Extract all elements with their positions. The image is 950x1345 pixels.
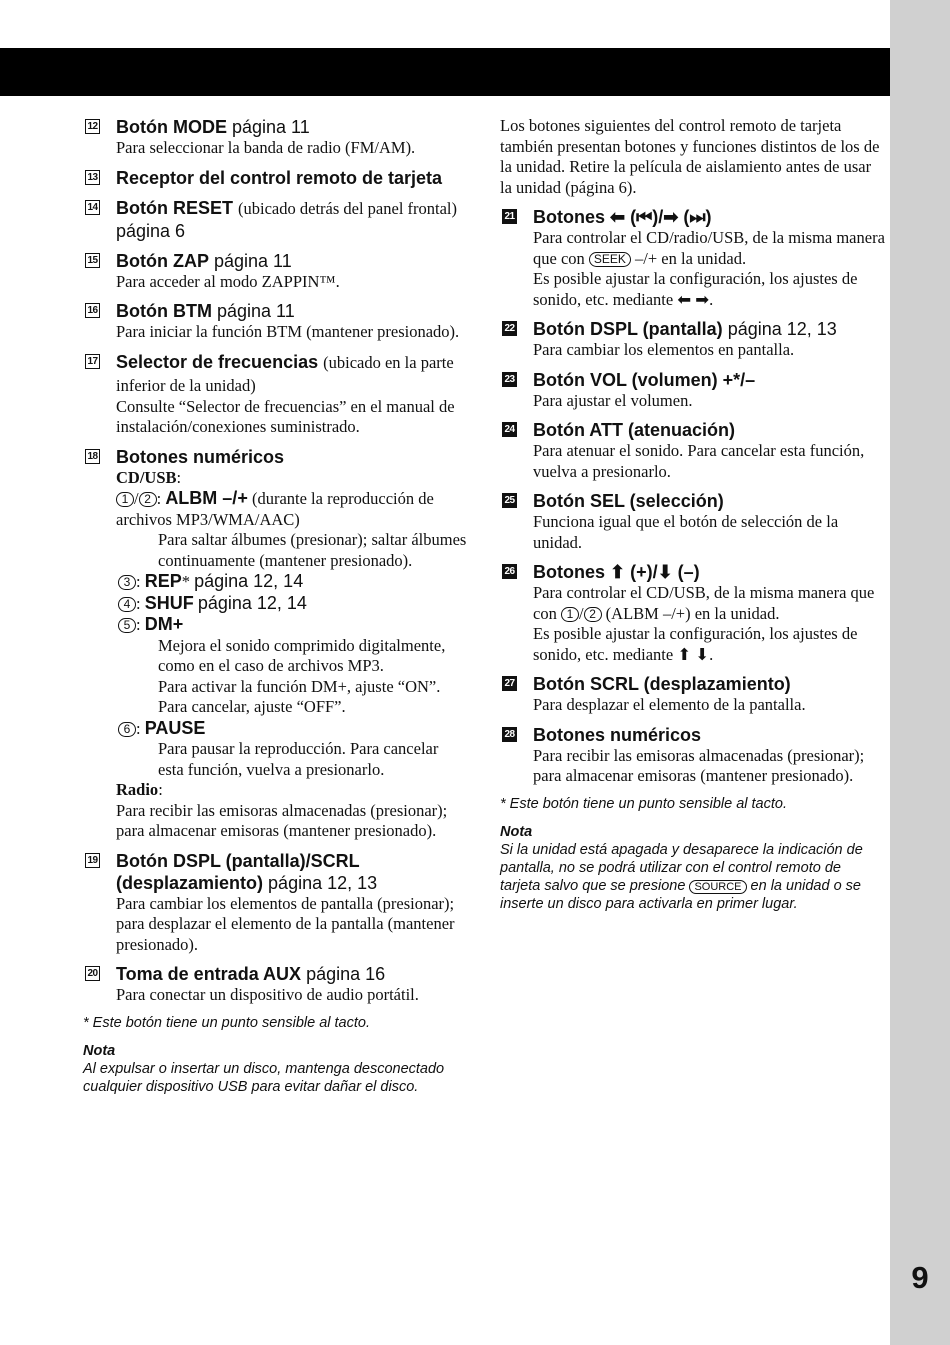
item-description: Para iniciar la función BTM (mantener presionado). [116,322,460,341]
item-number: 18 [85,449,100,464]
page-ref: página 12, 13 [268,872,378,893]
footnote-text: Este botón tiene un punto sensible al tacto. [92,1014,370,1031]
item-number: 13 [85,170,100,185]
item-16 [83,300,468,343]
albm-description: (durante la reproducción de archivos MP3/WMA/AAC) [116,489,434,529]
note-title: Nota [83,1042,116,1059]
item-number: 27 [502,676,517,691]
item-description: Consulte “Selector de frecuencias” en el manual de instalación/conexiones suministrado. [116,396,455,436]
item-26 [500,561,885,665]
item-25 [500,490,885,553]
key-2-icon: 2 [139,492,157,507]
key-1-icon: 1 [116,492,134,507]
desc-text: Para controlar el CD/radio/USB, de la misma manera que con [533,228,885,268]
dm-label: DM+ [144,614,184,634]
item-title: Botón ATT (atenuación) [533,420,735,440]
item-description-2: Es posible ajustar la configuración, los ajustes de sonido, etc. mediante ⬅ ➡. [533,269,858,309]
item-title: Botones numéricos [533,724,702,745]
shuf-label: SHUF [144,592,194,613]
item-title: Botones ⬅ (⏮)/➡ (⏭) [533,207,712,227]
key-6-icon: 6 [118,722,136,737]
page-ref: página 11 [216,301,295,321]
item-description: Para seleccionar la banda de radio (FM/AM). [116,138,416,157]
page-ref: página 6 [116,220,186,241]
item-28 [500,724,885,787]
item-number: 25 [502,493,517,508]
item-title: Botón DSPL (pantalla)/SCRL (desplazamiento) [116,850,360,893]
item-number: 26 [502,564,517,579]
desc-text: –/+ en la unidad. [635,248,747,268]
item-number: 15 [85,253,100,268]
side-tab-strip [890,0,950,1345]
item-description [533,228,885,269]
key-2-icon: 2 [584,607,602,622]
item-20 [83,963,468,1006]
item-aside: (ubicado detrás del panel frontal) [238,198,458,218]
source-key-icon: SOURCE [689,880,746,894]
item-number: 16 [85,303,100,318]
rep-page-ref: página 12, 14 [194,571,304,591]
item-title: Receptor del control remoto de tarjeta [116,167,443,188]
item-number: 14 [85,200,100,215]
item-number: 28 [502,727,517,742]
rep-label: REP [144,571,182,591]
item-title: Botón MODE [116,117,227,137]
item-number: 17 [85,354,100,369]
page-number: 9 [911,1260,929,1295]
dm-description-2: Para activar la función DM+, ajuste “ON”. Para cancelar, ajuste “OFF”. [158,676,441,716]
item-description: Para conectar un dispositivo de audio portátil. [116,985,419,1004]
item-description: Para cambiar los elementos en pantalla. [533,340,795,359]
item-number: 19 [85,853,100,868]
item-title: Botón VOL (volumen) +*/– [533,369,756,390]
item-number: 12 [85,119,100,134]
item-description-2: Es posible ajustar la configuración, los ajustes de sonido, etc. mediante ⬆ ⬇. [533,624,858,664]
item-13 [83,167,468,189]
item-description: Funciona igual que el botón de selección de la unidad. [533,512,839,552]
header-bar [0,48,890,96]
item-description: Para controlar el CD/USB, de la misma manera que con 1 / 2 (ALBM –/+) en la unidad. [533,583,875,623]
key-4-icon: 4 [118,597,136,612]
item-12 [83,116,468,159]
item-title: Botón SCRL (desplazamiento) [533,674,791,694]
key-1-icon: 1 [561,607,579,622]
item-title: Botón SEL (selección) [533,491,724,511]
right-column [500,116,885,913]
item-title: Botón RESET [116,197,233,218]
desc-text: Para controlar el CD/USB, de la misma manera que con [533,583,875,623]
note-title: Nota [500,823,533,840]
item-title: Botón DSPL (pantalla) [533,319,723,339]
page-ref: página 11 [232,117,310,137]
note-body: Al expulsar o insertar un disco, mantenga desconectado cualquier dispositivo USB para evitar dañar el disco. [83,1060,445,1095]
item-description: Para cambiar los elementos de pantalla (presionar); para desplazar el elemento de la pantalla (mantener presionado). [116,893,455,954]
pause-label: PAUSE [144,717,206,738]
item-14 [83,197,468,242]
page-ref: página 12, 13 [727,319,837,339]
note-body [500,841,885,913]
radio-label: Radio [116,780,159,799]
item-18: 18 Botones numéricos CD/USB: 1 / 2 : ALBM –/+ (durante la reproducción de archivos MP3/WMA/AAC) Para saltar álbumes (presionar); saltar álbumes continuamente (mantener presionado). 3 : REP* página 12, 14 4 : SHUF página 12, 14 5 : DM+ Mejora el sonido comprimido digitalmente, como en el caso de archivos MP3. Para activar la función DM+, ajuste “ON”. Para cancelar, ajuste “OFF”. 6 : PAUSE Para pausar la reproducción. Para cancelar esta función, vuelva a presionarlo. Radio: Para recibir las emisoras almacenadas (presionar); para almacenar emisoras (mantener presionado). [83,446,468,842]
albm-detail: Para saltar álbumes (presionar); saltar álbumes continuamente (mantener presionado). [158,530,467,570]
item-number: 24 [502,422,517,437]
item-17 [83,351,468,438]
item-15 [83,250,468,293]
pause-description: Para pausar la reproducción. Para cancelar esta función, vuelva a presionarlo. [158,739,439,779]
item-title: Selector de frecuencias [116,351,319,372]
item-description: Para atenuar el sonido. Para cancelar esta función, vuelva a presionarlo. [533,441,865,481]
cd-usb-label: CD/USB [116,467,177,487]
item-22 [500,318,885,361]
item-24 [500,419,885,482]
desc-text: (ALBM –/+) en la unidad. [605,603,780,623]
seek-key-icon: SEEK [589,252,631,267]
item-27 [500,673,885,716]
footnote: * Este botón tiene un punto sensible al tacto. [500,795,787,812]
item-23 [500,369,885,412]
left-column [83,116,468,1096]
page-ref: página 16 [306,964,386,984]
item-19 [83,850,468,956]
item-title: Toma de entrada AUX [116,964,302,984]
note-text: Si la unidad está apagada y desaparece la indicación de pantalla, no se podrá utilizar con el control remoto de tarjeta salvo que se presione [500,841,863,894]
item-21 [500,206,885,310]
item-aside: (ubicado en la parte inferior de la unidad) [116,352,454,395]
note-text: en la unidad o se inserte un disco para activarla en primer lugar. [500,877,861,912]
item-title: Botones numéricos [116,446,285,467]
intro-paragraph: Los botones siguientes del control remoto de tarjeta también presentan botones y funciones distintos de los de la unidad. Retire la película de aislamiento antes de usar la unidad (página 6). [500,116,880,197]
radio-description: Para recibir las emisoras almacenadas (presionar); para almacenar emisoras (mantener presionado). [116,800,448,840]
item-number: 21 [502,209,517,224]
item-title: Botones ⬆ (+)/⬇ (–) [533,562,700,582]
dm-description-1: Mejora el sonido comprimido digitalmente, como en el caso de archivos MP3. [158,635,446,675]
footnote-text: Este botón tiene un punto sensible al tacto. [509,795,787,812]
item-description: Para desplazar el elemento de la pantalla. [533,695,806,714]
item-number: 22 [502,321,517,336]
item-description: Para acceder al modo ZAPPIN™. [116,271,340,291]
item-description: Para recibir las emisoras almacenadas (presionar); para almacenar emisoras (mantener presionado). [533,745,865,785]
page-ref: página 11 [214,250,292,271]
item-title: Botón ZAP [116,250,209,271]
footnote: * Este botón tiene un punto sensible al tacto. [83,1014,370,1031]
item-number: 23 [502,372,517,387]
albm-label: ALBM –/+ [165,488,248,508]
key-3-icon: 3 [118,575,136,590]
key-5-icon: 5 [118,618,136,633]
shuf-page-ref: página 12, 14 [197,592,307,613]
item-title: Botón BTM [116,301,212,321]
item-number: 20 [85,966,100,981]
item-description: Para ajustar el volumen. [533,390,693,410]
